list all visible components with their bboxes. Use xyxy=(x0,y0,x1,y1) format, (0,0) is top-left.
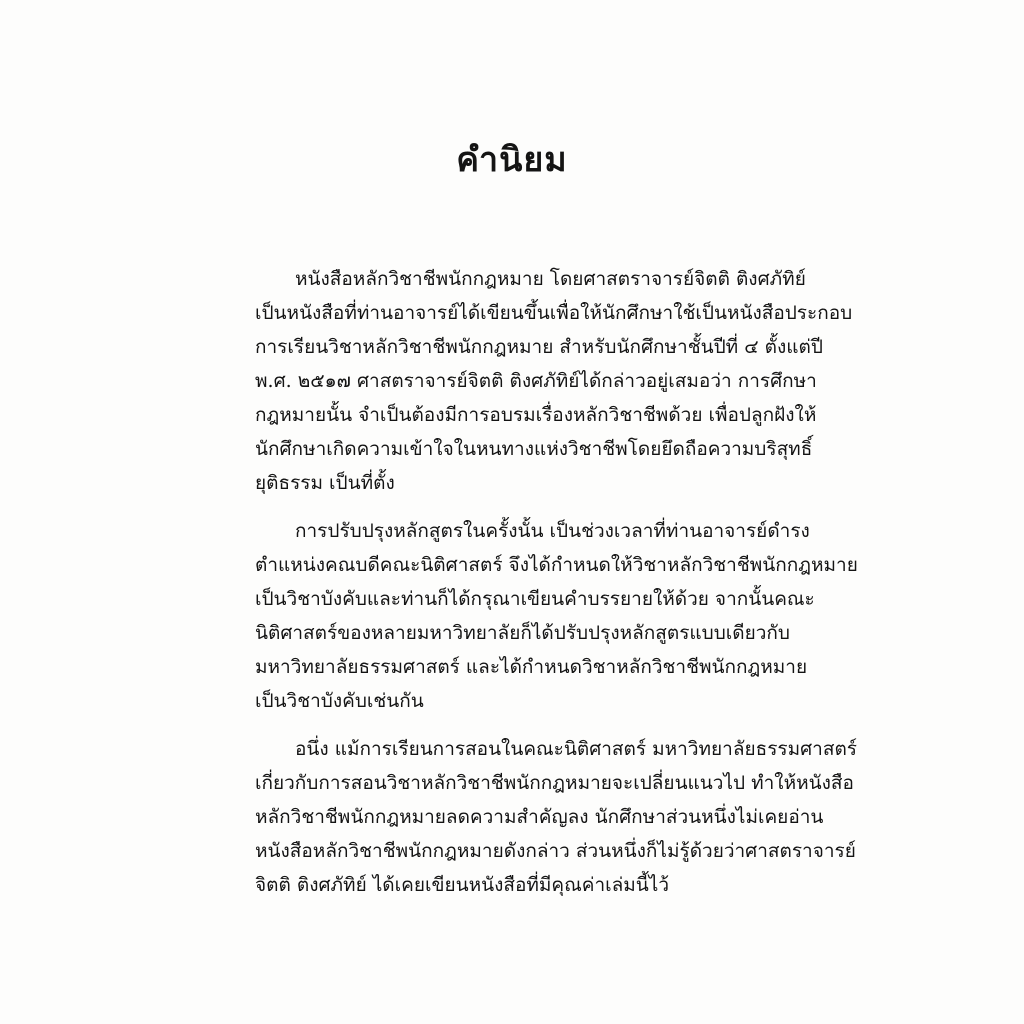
paragraph-1 xyxy=(255,262,853,500)
paragraph-3 xyxy=(255,732,857,902)
paragraph-line: ตำแหน่งคณบดีคณะนิติศาสตร์ จึงได้กำหนดให้วิชาหลักวิชาชีพนักกฎหมาย xyxy=(255,554,858,576)
paragraph-line: นักศึกษาเกิดความเข้าใจในหนทางแห่งวิชาชีพโดยยึดถือความบริสุทธิ์ xyxy=(255,438,813,460)
paragraph-line: การเรียนวิชาหลักวิชาชีพนักกฎหมาย สำหรับนักศึกษาชั้นปีที่ ๔ ตั้งแต่ปี xyxy=(255,336,823,358)
paragraph-2 xyxy=(255,514,858,718)
paragraph-line: นิติศาสตร์ของหลายมหาวิทยาลัยก็ได้ปรับปรุงหลักสูตรแบบเดียวกับ xyxy=(255,622,790,644)
body-text xyxy=(255,262,858,916)
paragraph-line: เป็นหนังสือที่ท่านอาจารย์ได้เขียนขึ้นเพื่อให้นักศึกษาใช้เป็นหนังสือประกอบ xyxy=(255,302,853,324)
paragraph-line: เกี่ยวกับการสอนวิชาหลักวิชาชีพนักกฎหมายจะเปลี่ยนแนวไป ทำให้หนังสือ xyxy=(255,772,854,794)
paragraph-line: พ.ศ. ๒๕๑๗ ศาสตราจารย์จิตติ ติงศภัทิย์ได้กล่าวอยู่เสมอว่า การศึกษา xyxy=(255,370,817,392)
paragraph-line: อนึ่ง แม้การเรียนการสอนในคณะนิติศาสตร์ มหาวิทยาลัยธรรมศาสตร์ xyxy=(295,738,857,760)
page-title: คำนิยม xyxy=(456,140,568,180)
paragraph-line: ยุติธรรม เป็นที่ตั้ง xyxy=(255,472,395,494)
paragraph-line: หนังสือหลักวิชาชีพนักกฎหมายดังกล่าว ส่วนหนึ่งก็ไม่รู้ด้วยว่าศาสตราจารย์ xyxy=(255,840,856,862)
paragraph-line: กฎหมายนั้น จำเป็นต้องมีการอบรมเรื่องหลักวิชาชีพด้วย เพื่อปลูกฝังให้ xyxy=(255,404,817,426)
paragraph-line: การปรับปรุงหลักสูตรในครั้งนั้น เป็นช่วงเวลาที่ท่านอาจารย์ดำรง xyxy=(295,520,810,542)
paragraph-line: มหาวิทยาลัยธรรมศาสตร์ และได้กำหนดวิชาหลักวิชาชีพนักกฎหมาย xyxy=(255,656,808,678)
paragraph-line: จิตติ ติงศภัทิย์ ได้เคยเขียนหนังสือที่มีคุณค่าเล่มนี้ไว้ xyxy=(255,874,670,896)
paragraph-line: เป็นวิชาบังคับเช่นกัน xyxy=(255,690,424,712)
paragraph-line: หลักวิชาชีพนักกฎหมายลดความสำคัญลง นักศึกษาส่วนหนึ่งไม่เคยอ่าน xyxy=(255,806,824,828)
paragraph-line: หนังสือหลักวิชาชีพนักกฎหมาย โดยศาสตราจารย์จิตติ ติงศภัทิย์ xyxy=(295,268,806,290)
paragraph-line: เป็นวิชาบังคับและท่านก็ได้กรุณาเขียนคำบรรยายให้ด้วย จากนั้นคณะ xyxy=(255,588,815,610)
